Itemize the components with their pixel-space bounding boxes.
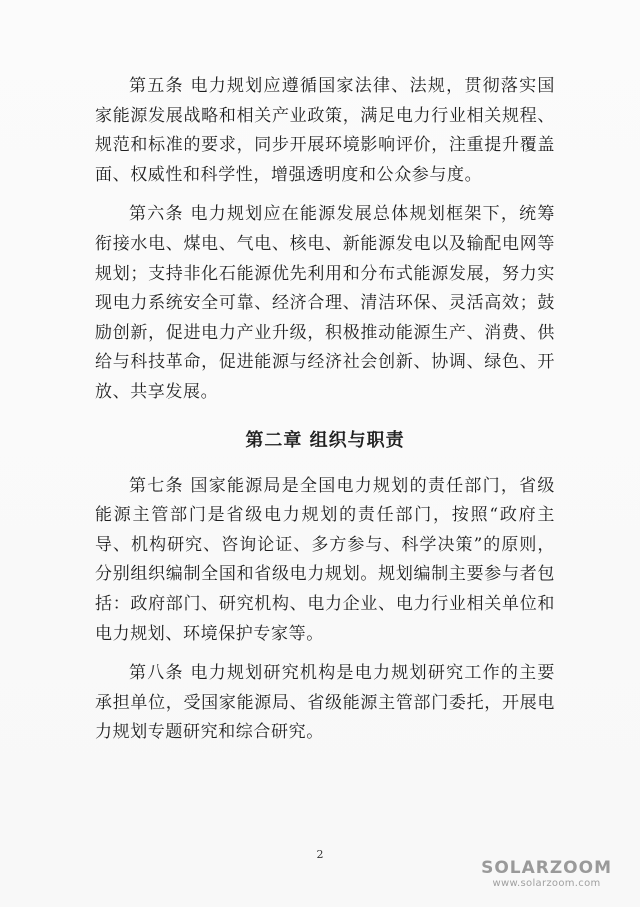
page-number: 2 [316,848,324,861]
article-7-paragraph: 第七条 国家能源局是全国电力规划的责任部门，省级能源主管部门是省级电力规划的责任部门，按照“政府主导、机构研究、咨询论证、多方参与、科学决策”的原则，分别组织编制全国和省级电力规划。规划编制主要参与者包括：政府部门、研究机构、电力企业、电力行业相关单位和电力规划、环境保护专家等。 [95,475,555,644]
document-body [95,72,555,758]
article-5-paragraph: 第五条 电力规划应遵循国家法律、法规，贯彻落实国家能源发展战略和相关产业政策，满足电力行业相关规程、规范和标准的要求，同步开展环境影响评价，注重提升覆盖面、权威性和科学性，增强透明度和公众参与度。 [95,76,555,185]
watermark-logo: SOLARZOOM [481,858,612,878]
article-8-paragraph: 第八条 电力规划研究机构是电力规划研究工作的主要承担单位，受国家能源局、省级能源主管部门委托，开展电力规划专题研究和综合研究。 [95,663,555,743]
article-6-paragraph: 第六条 电力规划应在能源发展总体规划框架下，统筹衔接水电、煤电、气电、核电、新能源发电以及输配电网等规划；支持非化石能源优先利用和分布式能源发展，努力实现电力系统安全可靠、经济合理、清洁环保、灵活高效；鼓励创新，促进电力产业升级，积极推动能源生产、消费、供给与科技革命，促进能源与经济社会创新、协调、绿色、开放、共享发展。 [95,204,555,402]
watermark-url: www.solarzoom.com [492,878,601,889]
chapter-title: 第二章 组织与职责 [245,429,405,451]
solarzoom-watermark [481,858,612,890]
